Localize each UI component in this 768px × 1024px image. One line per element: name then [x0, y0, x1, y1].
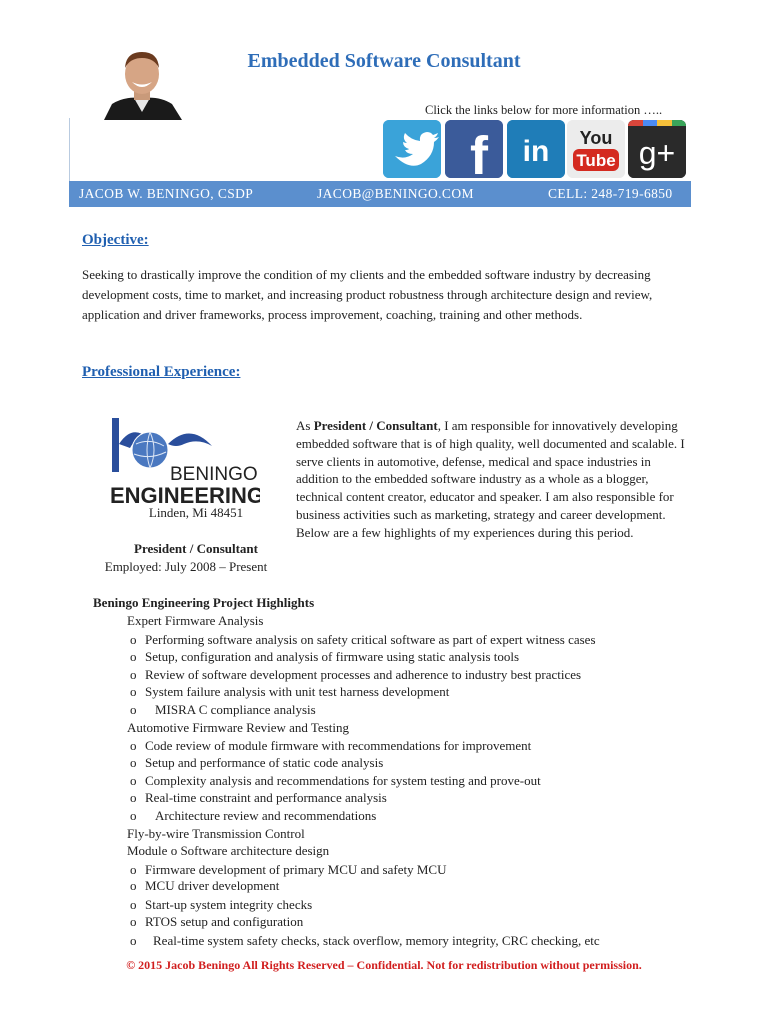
highlights-heading: Beningo Engineering Project Highlights	[93, 595, 315, 610]
list-item	[130, 862, 447, 878]
sub-bullet-icon: o	[130, 914, 137, 929]
sub-bullet-icon: o	[130, 878, 137, 893]
list-item	[130, 790, 387, 806]
experience-description	[296, 417, 688, 542]
list-item-text: System failure analysis with unit test harness development	[145, 684, 450, 699]
list-item	[130, 773, 541, 789]
list-item	[130, 667, 582, 683]
contact-bar	[69, 181, 691, 207]
sub-bullet-icon: o	[130, 702, 137, 717]
list-item	[130, 933, 600, 949]
list-item	[130, 649, 520, 665]
list-item-text: Code review of module firmware with recommendations for improvement	[145, 738, 532, 753]
list-item	[130, 632, 596, 648]
youtube-top-text: You	[579, 128, 613, 148]
sub-bullet-icon: o	[130, 632, 137, 647]
list-item-text: Firmware development of primary MCU and safety MCU	[145, 862, 447, 877]
list-item-text: Architecture review and recommendations	[155, 808, 377, 823]
job-dates: Employed: July 2008 – Present	[104, 559, 268, 574]
list-item-text: Real-time system safety checks, stack overflow, memory integrity, CRC checking, etc	[153, 933, 600, 948]
group-title: Expert Firmware Analysis	[127, 613, 264, 628]
twitter-icon[interactable]	[383, 120, 441, 178]
contact-cell: CELL: 248-719-6850	[548, 186, 673, 201]
list-item	[130, 808, 377, 824]
para-prefix: As	[296, 418, 314, 433]
copyright-footer: © 2015 Jacob Beningo All Rights Reserved – Confidential. Not for redistribution without permission.	[126, 958, 642, 972]
contact-email[interactable]: JACOB@BENINGO.COM	[317, 186, 474, 201]
sub-bullet-icon: o	[130, 738, 137, 753]
sub-bullet-icon: o	[130, 755, 137, 770]
para-role: President / Consultant	[313, 418, 438, 433]
experience-heading: Professional Experience:	[82, 364, 241, 380]
google-plus-icon[interactable]	[628, 120, 686, 178]
group-title: Automotive Firmware Review and Testing	[127, 720, 349, 735]
youtube-bottom-text: Tube	[576, 151, 616, 170]
facebook-letter: f	[470, 126, 488, 178]
linkedin-icon[interactable]	[507, 120, 565, 178]
contact-name: JACOB W. BENINGO, CSDP	[79, 186, 254, 201]
list-item	[130, 897, 313, 913]
list-item	[130, 914, 304, 930]
sub-bullet-icon: o	[130, 897, 137, 912]
list-item-text: Start-up system integrity checks	[145, 897, 313, 912]
sub-bullet-icon: o	[130, 773, 137, 788]
list-item	[130, 738, 532, 754]
group-title-continued: Module o Software architecture design	[127, 843, 330, 858]
objective-heading: Objective:	[82, 232, 149, 248]
list-item-text: Real-time constraint and performance analysis	[145, 790, 387, 805]
sub-bullet-icon: o	[130, 862, 137, 877]
sub-bullet-icon: o	[130, 790, 137, 805]
beningo-engineering-logo	[110, 414, 260, 506]
youtube-icon[interactable]	[567, 120, 625, 178]
logo-line1: BENINGO	[170, 464, 258, 485]
list-item-text: MCU driver development	[145, 878, 280, 893]
list-item	[130, 684, 450, 700]
google-plus-text: g+	[638, 135, 676, 171]
sub-bullet-icon: o	[130, 667, 137, 682]
sub-bullet-icon: o	[130, 684, 137, 699]
list-item-text: Complexity analysis and recommendations for system testing and prove-out	[145, 773, 541, 788]
list-item-text: RTOS setup and configuration	[145, 914, 304, 929]
logo-line2: ENGINEERING	[110, 483, 260, 506]
facebook-icon[interactable]	[445, 120, 503, 178]
list-item	[130, 702, 316, 718]
job-role: President / Consultant	[134, 541, 258, 556]
para-rest: , I am responsible for innovatively developing embedded software that is of high quality, well documented and scalable. I serve clients in automotive, defense, medical and space industries in addition to the embedded software industry as a whole as a blogger, technical content creator, educator and speaker. I am also responsible for business activities such as marketing, strategy and career development. Below are a few highlights of my experiences during this period.	[296, 418, 685, 540]
header-divider	[69, 118, 70, 182]
list-item	[130, 755, 384, 771]
list-item-text: Performing software analysis on safety critical software as part of expert witness cases	[145, 632, 596, 647]
sub-bullet-icon: o	[130, 649, 137, 664]
linkedin-letters: in	[522, 135, 550, 168]
group-title: Fly-by-wire Transmission Control	[127, 826, 305, 841]
list-item	[130, 878, 280, 894]
list-item-text: Setup, configuration and analysis of firmware using static analysis tools	[145, 649, 520, 664]
list-item-text: MISRA C compliance analysis	[155, 702, 316, 717]
objective-text: Seeking to drastically improve the condition of my clients and the embedded software industry by decreasing development costs, time to market, and increasing product robustness through architecture design and review, application and driver frameworks, process improvement, coaching, training and other methods.	[82, 267, 653, 322]
sub-bullet-icon: o	[130, 933, 137, 948]
page-title: Embedded Software Consultant	[247, 50, 521, 72]
job-location: Linden, Mi 48451	[148, 505, 244, 520]
social-links-caption: Click the links below for more information …..	[425, 103, 663, 117]
sub-bullet-icon: o	[130, 808, 137, 823]
list-item-text: Setup and performance of static code analysis	[145, 755, 384, 770]
list-item-text: Review of software development processes and adherence to industry best practices	[145, 667, 582, 682]
